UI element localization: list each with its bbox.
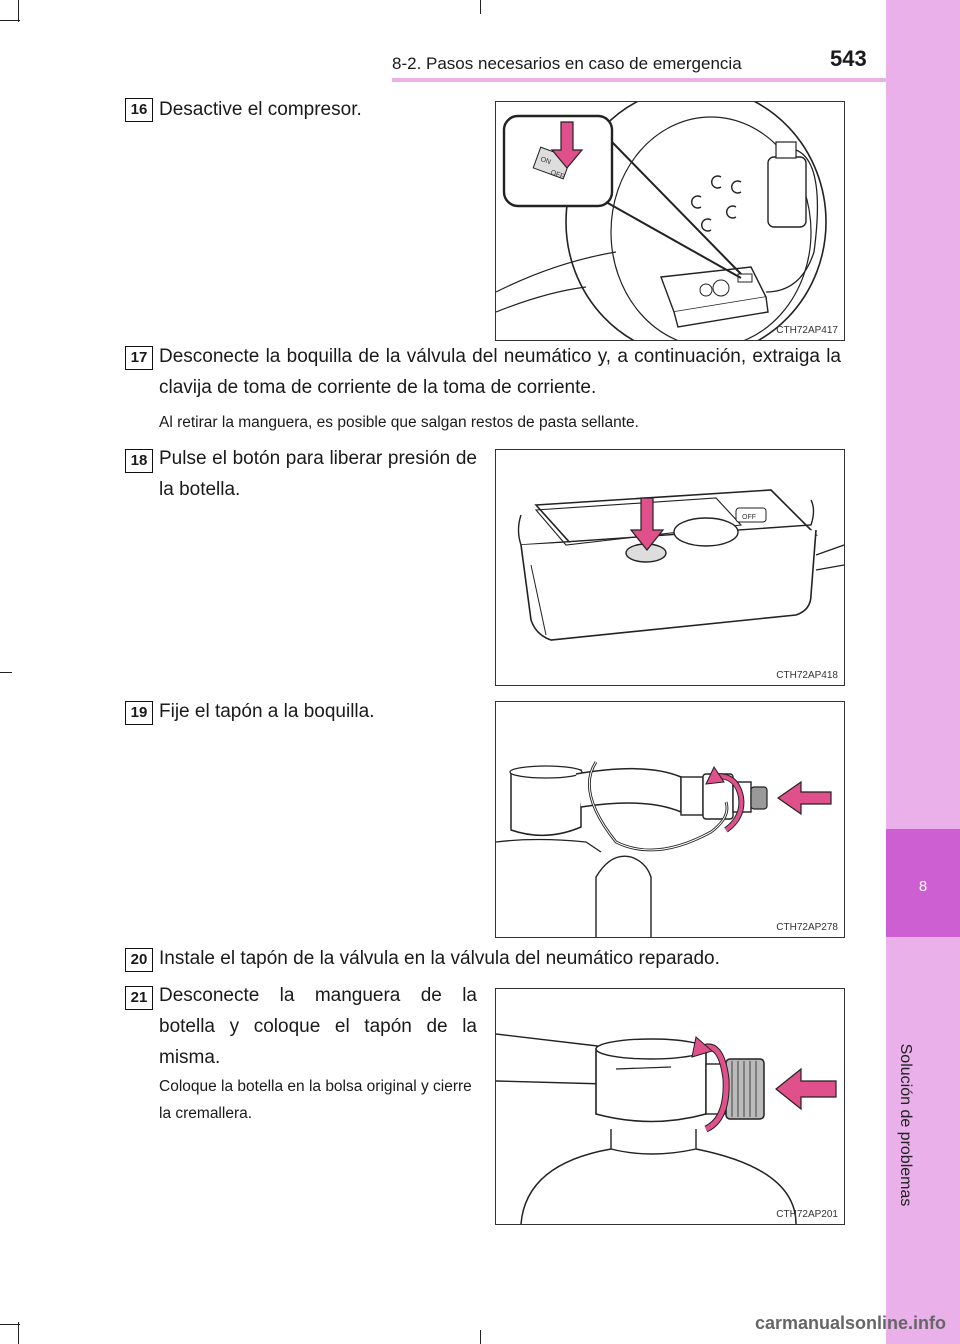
crop-mark [0, 20, 20, 21]
figure-release-pressure [495, 449, 845, 686]
compressor-top-illustration [496, 450, 844, 685]
crop-mark [480, 0, 481, 14]
step-note: Al retirar la manguera, es posible que salgan restos de pasta sellante. [159, 414, 639, 431]
chapter-title: Solución de problemas [897, 1043, 914, 1207]
figure-code: CTH72AP201 [776, 1209, 838, 1220]
figure-attach-cap [495, 701, 845, 938]
step-number: 19 [125, 701, 153, 725]
crop-mark [0, 1324, 20, 1325]
crop-mark [0, 672, 12, 673]
watermark: carmanualsonline.info [755, 1313, 947, 1333]
chapter-number: 8 [918, 878, 928, 895]
crop-mark [18, 1322, 19, 1344]
step-text: Instale el tapón de la válvula en la válvula del neumático reparado. [159, 948, 720, 969]
step-note: Coloque la botella en la bolsa original y cierre la cremallera. [159, 1078, 472, 1122]
step-number: 17 [125, 346, 153, 370]
page-number: 543 [830, 46, 867, 71]
crop-mark [480, 1330, 481, 1344]
figure-code: CTH72AP278 [776, 922, 838, 933]
cap-nozzle-illustration [496, 702, 844, 937]
header-rule [392, 78, 886, 82]
step-number: 21 [125, 986, 153, 1010]
figure-code: CTH72AP418 [776, 670, 838, 681]
step-text: Fije el tapón a la boquilla. [159, 701, 375, 722]
switch-label-off: OFF [742, 514, 756, 521]
figure-bottle-cap [495, 988, 845, 1225]
compressor-illustration [496, 102, 844, 340]
switch-label-on: ON [539, 156, 552, 167]
section-title: 8-2. Pasos necesarios en caso de emergencia [392, 54, 742, 73]
step-text: Pulse el botón para liberar presión de la botella. [159, 448, 477, 500]
bottle-cap-illustration [496, 989, 844, 1224]
step-number: 18 [125, 449, 153, 473]
figure-compressor-off [495, 101, 845, 341]
step-text: Desactive el compresor. [159, 99, 362, 120]
figure-code: CTH72AP417 [776, 325, 838, 336]
crop-mark [18, 0, 19, 22]
step-text: Desconecte la manguera de la botella y coloque el tapón de la misma. [159, 985, 477, 1068]
switch-label-off: OFF [549, 169, 565, 181]
step-number: 20 [125, 948, 153, 972]
step-text: Desconecte la boquilla de la válvula del neumático y, a continuación, extraiga la clavija de toma de corriente de la toma de corriente. [159, 346, 841, 398]
step-number: 16 [125, 98, 153, 122]
